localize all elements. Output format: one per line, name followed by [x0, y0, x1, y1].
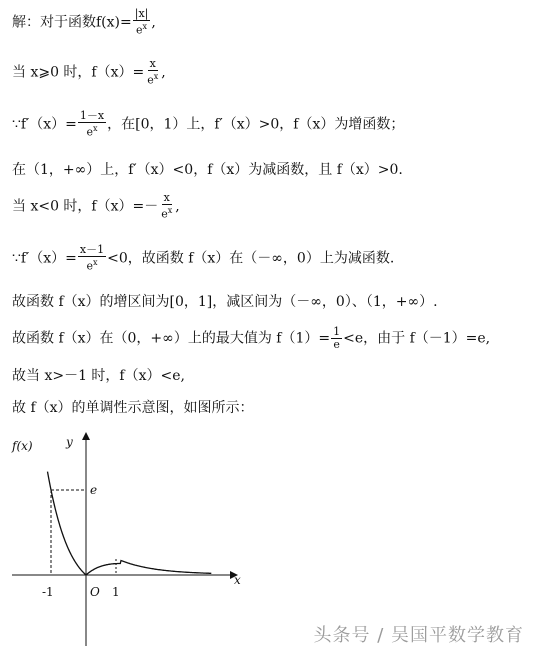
y-axis-arrow	[82, 432, 90, 440]
line-1	[12, 8, 156, 37]
text: ，在[0，1）上，f′（x）>0，f（x）为增函数；	[107, 116, 405, 133]
text: 在（1，+∞）上，f′（x）<0，f（x）为减函数，且 f（x）>0.	[12, 162, 403, 178]
denominator	[159, 205, 174, 221]
text: <0，故函数 f（x）在（－∞，0）上为减函数.	[107, 250, 395, 267]
line-6	[12, 244, 394, 273]
line-4	[12, 160, 403, 180]
text: ∵f′（x）=	[12, 250, 77, 267]
text: 解：对于函数f(x)=	[12, 14, 132, 31]
fraction	[145, 58, 160, 87]
text: ,	[175, 198, 180, 215]
text: ,	[161, 64, 166, 81]
origin-label: O	[90, 585, 100, 599]
text: 故 f（x）的单调性示意图，如图所示：	[12, 400, 254, 416]
fraction	[159, 192, 174, 221]
numerator: |x|	[134, 7, 149, 20]
watermark: 头条号 / 吴国平数学教育	[313, 625, 524, 646]
den-exponent: x	[153, 72, 159, 81]
function-curve	[48, 472, 212, 575]
text: 故当 x>－1 时，f（x）<e,	[12, 368, 185, 384]
text: 故函数 f（x）的增区间为[0，1]，减区间为（－∞，0）、（1，+∞）.	[12, 294, 438, 310]
fraction	[78, 110, 106, 139]
line-3	[12, 110, 404, 139]
one-label: 1	[112, 585, 120, 599]
den-exponent: x	[93, 124, 98, 133]
den-base: e	[136, 23, 143, 37]
denominator	[84, 257, 99, 273]
den-base: e	[161, 207, 168, 221]
text: 故函数 f（x）在（0，+∞）上的最大值为 f（1）=	[12, 330, 331, 347]
den-exponent: x	[142, 22, 148, 31]
denominator	[145, 71, 160, 87]
den-base: e	[147, 73, 154, 87]
denominator	[84, 123, 99, 139]
text: 当 x⩾0 时，f（x）=	[12, 64, 145, 81]
e-label: e	[90, 483, 98, 497]
line-2	[12, 58, 166, 87]
text: ,	[151, 14, 156, 31]
numerator: 1－x	[79, 109, 105, 122]
y-label: y	[66, 435, 73, 449]
den-exponent: x	[93, 258, 98, 267]
text: <e，由于 f（－1）=e,	[343, 330, 491, 347]
fraction	[331, 326, 342, 351]
line-10	[12, 398, 254, 418]
x-label: x	[234, 573, 241, 587]
den-base: e	[86, 259, 93, 273]
den-base: e	[86, 125, 93, 139]
den-exponent: x	[167, 206, 173, 215]
line-7	[12, 292, 438, 312]
fx-label: f(x)	[12, 439, 33, 453]
denominator	[134, 21, 149, 37]
denominator: e	[333, 338, 340, 351]
line-5	[12, 192, 180, 221]
fraction	[78, 244, 106, 273]
numerator: x－1	[79, 243, 105, 256]
text: 当 x<0 时，f（x）=－	[12, 198, 159, 215]
text: ∵f′（x）=	[12, 116, 77, 133]
neg1-label: -1	[42, 585, 54, 599]
function-graph	[0, 428, 260, 650]
fraction	[133, 8, 151, 37]
numerator: x	[163, 191, 170, 204]
line-8	[12, 326, 490, 351]
numerator: 1	[333, 325, 341, 338]
numerator: x	[149, 57, 156, 70]
line-9	[12, 366, 185, 386]
